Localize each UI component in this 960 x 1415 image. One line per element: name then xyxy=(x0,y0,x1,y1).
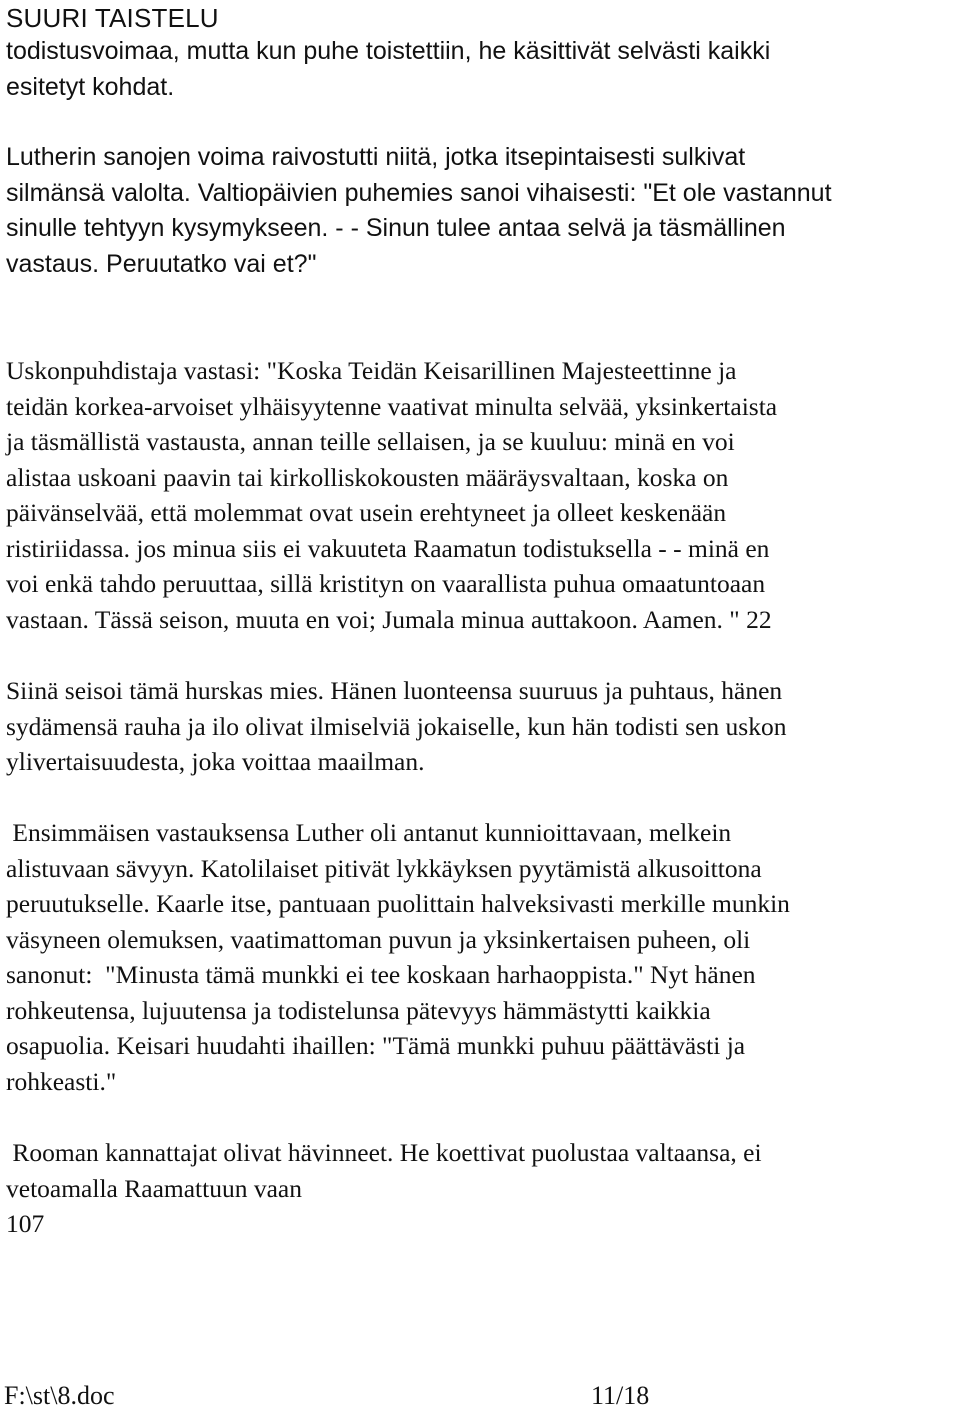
text-line: päivänselvää, että molemmat ovat usein erehtyneet ja olleet keskenään xyxy=(6,498,727,527)
footer-page-indicator: 11/18 xyxy=(591,1381,650,1410)
text-line: sydämensä rauha ja ilo olivat ilmiselviä jokaiselle, kun hän todisti sen uskon xyxy=(6,711,787,741)
page-number: 107 xyxy=(6,1209,45,1238)
text-line: vastaus. Peruutatko vai et?" xyxy=(6,249,317,278)
text-line: ristiriidassa. jos minua siis ei vakuuteta Raamatun todistuksella - - minä en xyxy=(6,533,770,563)
text-line: todistusvoimaa, mutta kun puhe toistettiin, he käsittivät selvästi kaikki xyxy=(6,37,771,65)
text-line: väsyneen olemuksen, vaatimattoman puvun ja yksinkertaisen puheen, oli xyxy=(6,924,751,954)
text-line: esitetyt kohdat. xyxy=(6,72,175,101)
text-line: voi enkä tahdo peruuttaa, sillä kristityn on vaarallista puhua omaatuntoaan xyxy=(6,569,766,598)
text-line: ja täsmällistä vastausta, annan teille sellaisen, ja se kuuluu: minä en voi xyxy=(6,427,735,456)
text-line: vetoamalla Raamattuun vaan xyxy=(6,1173,302,1203)
text-line: teidän korkea-arvoiset ylhäisyytenne vaativat minulta selvää, yksinkertaista xyxy=(6,391,778,421)
paragraph-5 xyxy=(6,815,958,1099)
text-line: vastaan. Tässä seison, muuta en voi; Jumala minua auttakoon. Aamen. " 22 xyxy=(6,604,772,634)
text-line: alistuvaan sävyyn. Katolilaiset pitivät lykkäyksen pyytämistä alkusoittona xyxy=(6,853,762,883)
text-line: Uskonpuhdistaja vastasi: "Koska Teidän Keisarillinen Majesteettinne ja xyxy=(6,356,737,385)
text-line: rohkeutensa, lujuutensa ja todistelunsa pätevyys hämmästytti kaikkia xyxy=(6,995,711,1025)
text-line: Lutherin sanojen voima raivostutti niitä, jotka itsepintaisesti sulkivat xyxy=(6,143,746,171)
text-line: alistaa uskoani paavin tai kirkolliskokousten määräysvaltaan, koska on xyxy=(6,462,729,492)
text-line: Rooman kannattajat olivat hävinneet. He koettivat puolustaa valtaansa, ei xyxy=(6,1138,762,1167)
running-header: SUURI TAISTELU xyxy=(6,3,219,33)
text-line: ylivertaisuudesta, joka voittaa maailman. xyxy=(6,747,425,776)
text-line: silmänsä valolta. Valtiopäivien puhemies sanoi vihaisesti: "Et ole vastannut xyxy=(6,178,832,207)
text-line: peruutukselle. Kaarle itse, pantuaan puolittain halveksivasti merkille munkin xyxy=(6,889,790,918)
text-line: osapuolia. Keisari huudahti ihaillen: "Tämä munkki puhuu päättävästi ja xyxy=(6,1031,746,1060)
footer-file-path: F:\st\8.doc xyxy=(4,1381,115,1410)
text-line: Siinä seisoi tämä hurskas mies. Hänen luonteensa suuruus ja puhtaus, hänen xyxy=(6,676,783,705)
paragraph-2 xyxy=(6,140,958,282)
text-line: sinulle tehtyyn kysymykseen. - - Sinun tulee antaa selvä ja täsmällinen xyxy=(6,214,786,242)
text-line: Ensimmäisen vastauksensa Luther oli antanut kunnioittavaan, melkein xyxy=(6,818,732,847)
text-line: rohkeasti." xyxy=(6,1066,117,1096)
text-line: sanonut: "Minusta tämä munkki ei tee koskaan harhaoppista." Nyt hänen xyxy=(6,960,756,989)
paragraph-6 xyxy=(6,1135,958,1242)
paragraph-3 xyxy=(6,353,958,637)
paragraph-4 xyxy=(6,673,958,780)
paragraph-1 xyxy=(6,34,958,105)
